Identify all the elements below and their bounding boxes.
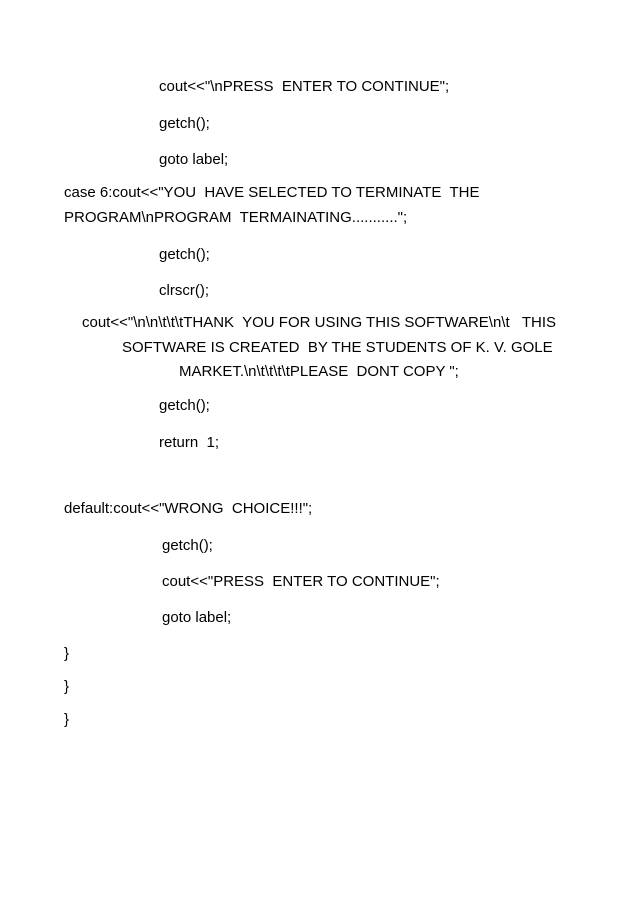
code-line: case 6:cout<<"YOU HAVE SELECTED TO TERMINATE THE bbox=[64, 184, 480, 201]
code-line: MARKET.\n\t\t\t\tPLEASE DONT COPY "; bbox=[179, 363, 459, 380]
closing-brace: } bbox=[64, 645, 70, 662]
code-line: getch(); bbox=[162, 537, 213, 554]
code-line: getch(); bbox=[159, 246, 210, 263]
code-line: getch(); bbox=[159, 115, 210, 132]
code-line: cout<<"\n\n\t\t\tTHANK YOU FOR USING THIS SOFTWARE\n\t THIS bbox=[82, 314, 557, 331]
code-line: clrscr(); bbox=[159, 282, 209, 299]
code-line: cout<<"\nPRESS ENTER TO CONTINUE"; bbox=[159, 78, 450, 95]
code-line: goto label; bbox=[159, 151, 229, 168]
code-line: default:cout<<"WRONG CHOICE!!!"; bbox=[64, 500, 313, 517]
code-line: return 1; bbox=[159, 434, 220, 451]
code-line: cout<<"PRESS ENTER TO CONTINUE"; bbox=[162, 573, 440, 590]
code-line: getch(); bbox=[159, 397, 210, 414]
closing-brace: } bbox=[64, 678, 70, 695]
code-line: SOFTWARE IS CREATED BY THE STUDENTS OF K. V. GOLE bbox=[122, 339, 553, 356]
code-line: goto label; bbox=[162, 609, 232, 626]
code-line: PROGRAM\nPROGRAM TERMAINATING..........."; bbox=[64, 209, 408, 226]
closing-brace: } bbox=[64, 711, 70, 728]
